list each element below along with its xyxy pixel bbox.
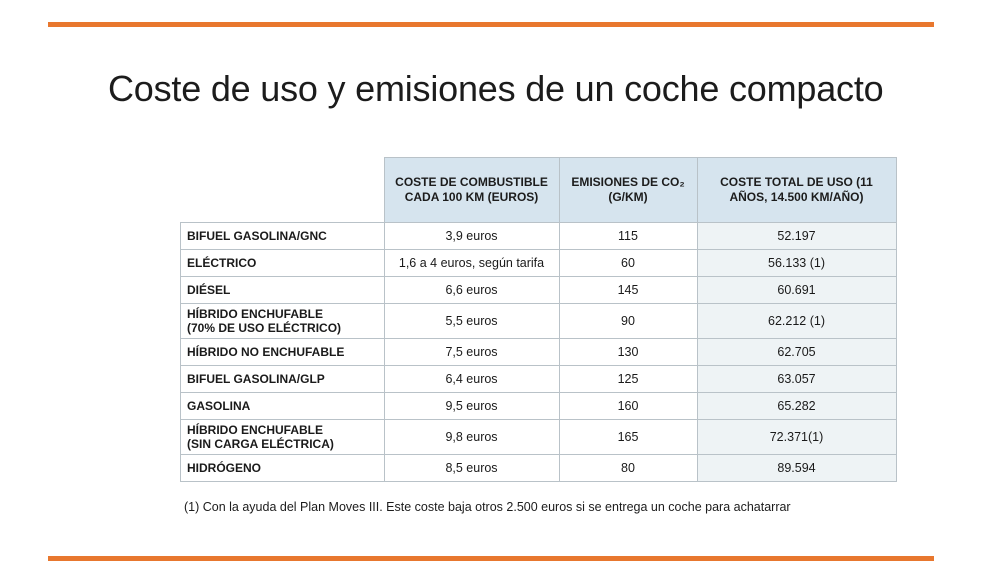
header-emissions: EMISIONES DE CO₂ (G/KM) [559,158,697,223]
table-body [181,223,897,482]
row-label [181,223,385,250]
top-orange-rule [48,22,934,27]
total-cost-cell: 89.594 [697,455,896,482]
row-label [181,455,385,482]
fuel-cost-cell: 9,5 euros [384,393,559,420]
bottom-orange-rule [48,556,934,561]
table-row [181,223,897,250]
row-label [181,339,385,366]
table-row [181,393,897,420]
fuel-cost-cell: 9,8 euros [384,420,559,455]
row-label [181,304,385,339]
fuel-cost-cell: 1,6 a 4 euros, según tarifa [384,250,559,277]
emissions-cell: 160 [559,393,697,420]
comparison-table [180,157,897,482]
row-label-line: HÍBRIDO ENCHUFABLE [187,307,324,321]
row-label [181,393,385,420]
fuel-cost-cell: 6,4 euros [384,366,559,393]
table-row [181,420,897,455]
row-label-line: DIÉSEL [187,283,231,297]
emissions-cell: 165 [559,420,697,455]
page-title: Coste de uso y emisiones de un coche compacto [108,68,884,109]
total-cost-cell: 63.057 [697,366,896,393]
row-label-line: GASOLINA [187,399,251,413]
row-label-line: HÍBRIDO ENCHUFABLE [187,423,324,437]
total-cost-cell: 56.133 (1) [697,250,896,277]
table-row [181,250,897,277]
table-header-row [181,158,897,223]
table-row [181,455,897,482]
row-label-line: ELÉCTRICO [187,256,257,270]
row-label [181,250,385,277]
fuel-cost-cell: 6,6 euros [384,277,559,304]
table-row [181,339,897,366]
total-cost-cell: 60.691 [697,277,896,304]
emissions-cell: 80 [559,455,697,482]
row-label-line: HÍBRIDO NO ENCHUFABLE [187,345,345,359]
row-label-line: BIFUEL GASOLINA/GLP [187,372,325,386]
fuel-cost-cell: 8,5 euros [384,455,559,482]
total-cost-cell: 72.371(1) [697,420,896,455]
fuel-cost-cell: 7,5 euros [384,339,559,366]
total-cost-cell: 62.705 [697,339,896,366]
row-label-line: HIDRÓGENO [187,461,262,475]
row-label [181,420,385,455]
row-label-line: BIFUEL GASOLINA/GNC [187,229,327,243]
header-blank-cell [181,158,385,223]
footnote: (1) Con la ayuda del Plan Moves III. Este coste baja otros 2.500 euros si se entrega un coche para achatarrar [184,500,791,514]
emissions-cell: 130 [559,339,697,366]
table-row [181,366,897,393]
row-label [181,366,385,393]
emissions-cell: 60 [559,250,697,277]
row-label-line: (SIN CARGA ELÉCTRICA) [187,437,334,451]
table-row [181,304,897,339]
header-fuel-cost: COSTE DE COMBUSTIBLE CADA 100 KM (EUROS) [384,158,559,223]
table-row [181,277,897,304]
total-cost-cell: 65.282 [697,393,896,420]
row-label [181,277,385,304]
total-cost-cell: 62.212 (1) [697,304,896,339]
header-total-cost: COSTE TOTAL DE USO (11 AÑOS, 14.500 KM/AÑO) [697,158,896,223]
total-cost-cell: 52.197 [697,223,896,250]
emissions-cell: 125 [559,366,697,393]
emissions-cell: 115 [559,223,697,250]
row-label-line: (70% DE USO ELÉCTRICO) [187,321,342,335]
fuel-cost-cell: 3,9 euros [384,223,559,250]
emissions-cell: 145 [559,277,697,304]
fuel-cost-cell: 5,5 euros [384,304,559,339]
emissions-cell: 90 [559,304,697,339]
